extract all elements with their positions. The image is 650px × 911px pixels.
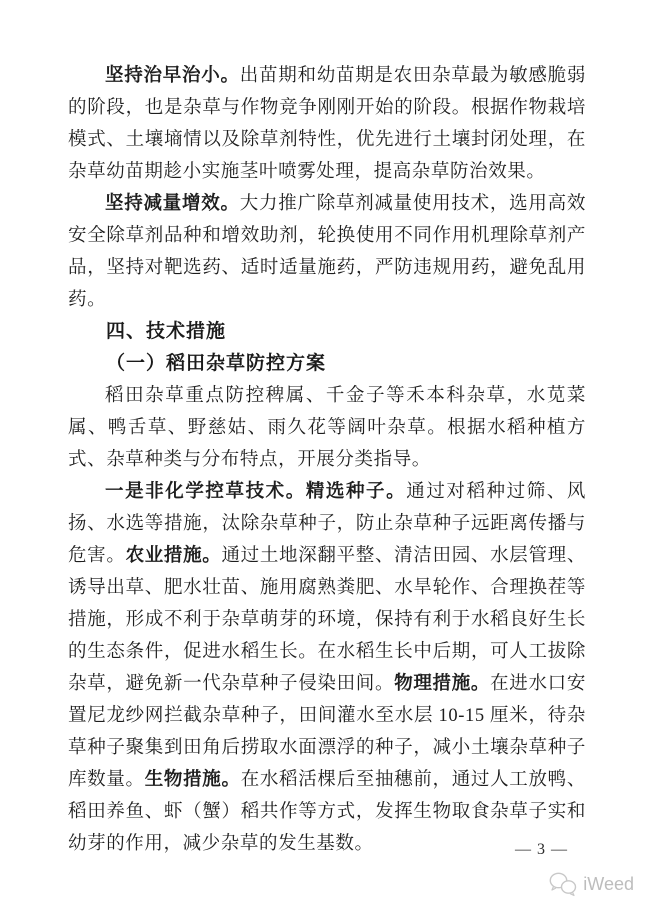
body-paragraph — [68, 188, 586, 316]
wechat-bubbles-icon — [548, 871, 578, 897]
paragraph-text: 通过对稻种过筛、风扬、水选等措施，汰除杂草种子，防止杂草种子远距离传播与危害。 — [68, 482, 586, 566]
section-heading: 四、技术措施 — [106, 321, 227, 342]
paragraph-text: 通过土地深翻平整、清洁田园、水层管理、诱导出草、肥水壮苗、施用腐熟粪肥、水旱轮作、合理换茬等措施，形成不利于杂草萌芽的环境，保持有利于水稻良好生长的生态条件，促进水稻生长。在水稻生长中后期，可人工拔除杂草，避免新一代杂草种子侵染田间。 — [68, 546, 586, 694]
paragraph-text: 在进水口安置尼龙纱网拦截杂草种子，田间灌水至水层 10-15 厘米，待杂草种子聚集到田角后捞取水面漂浮的种子，减小土壤杂草种子库数量。 — [68, 674, 586, 790]
document-body — [68, 60, 586, 860]
paragraph-text: 稻田杂草重点防控稗属、千金子等禾本科杂草，水苋菜属、鸭舌草、野慈姑、雨久花等阔叶杂草。根据水稻种植方式、杂草种类与分布特点，开展分类指导。 — [68, 386, 586, 470]
page-number: — 3 — — [515, 841, 568, 858]
paragraph-lead: 一是非化学控草技术。精选种子。 — [105, 482, 407, 502]
paragraph-text: 出苗期和幼苗期是农田杂草最为敏感脆弱的阶段，也是杂草与作物竞争刚刚开始的阶段。根据作物栽培模式、土壤墒情以及除草剂特性，优先进行土壤封闭处理，在杂草幼苗期趁小实施茎叶喷雾处理，提高杂草防治效果。 — [68, 66, 586, 182]
watermark-label: iWeed — [583, 873, 634, 894]
body-paragraph — [68, 60, 586, 188]
paragraph-lead: 坚持减量增效。 — [105, 194, 240, 214]
body-paragraph — [68, 476, 586, 860]
paragraph-lead: 坚持治早治小。 — [105, 66, 240, 86]
paragraph-lead: 物理措施。 — [394, 674, 491, 694]
watermark — [548, 871, 634, 897]
paragraph-lead: 生物措施。 — [144, 770, 241, 790]
paragraph-text: 大力推广除草剂减量使用技术，选用高效安全除草剂品种和增效助剂，轮换使用不同作用机理除草剂产品，坚持对靶选药、适时适量施药，严防违规用药，避免乱用药。 — [68, 194, 586, 310]
paragraph-text: 在水稻活棵后至抽穗前，通过人工放鸭、稻田养鱼、虾（蟹）稻共作等方式，发挥生物取食杂草子实和幼芽的作用，减少杂草的发生基数。 — [68, 770, 586, 854]
body-paragraph — [68, 380, 586, 476]
paragraph-lead: 农业措施。 — [125, 546, 222, 566]
subsection-heading: （一）稻田杂草防控方案 — [106, 353, 327, 374]
